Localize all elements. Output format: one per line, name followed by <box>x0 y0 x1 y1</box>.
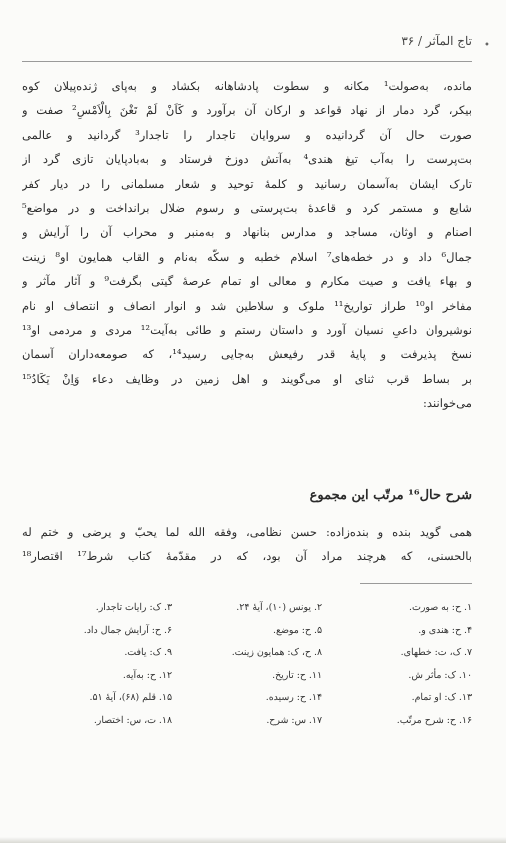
footnote: ۱۴. ح: رسیده. <box>265 692 322 704</box>
section-line: همی گوید بنده و بنده‌زاده: حسن نظامی، وفقه الله لما یحبّ و یرضی و ختم له <box>22 525 472 539</box>
text-line: بت‌پرست را به‌آب تیغ هندی⁴ به‌آتش دوزخ فرستاد و به‌بادپایان تازی گرد از <box>22 152 472 167</box>
text-line: اصنام و اوثان، مساجد و مدارس بنانهاد و به‌منبر و محراب آن را آرایش و <box>22 225 472 240</box>
text-line: صورت حال آن گردانیده و سروایان تاجدار را تاجدار³ گردانید و عالمی <box>22 127 472 142</box>
footnote: ۶. ح: آرایش جمال داد. <box>83 624 172 636</box>
scan-edge <box>0 837 506 843</box>
footnote: ۱۶. ح: شرح مرتّب. <box>396 714 472 726</box>
text-line: می‌خوانند: <box>423 396 472 411</box>
footnote: ۱. ح: به صورت. <box>409 602 472 613</box>
footnote-row <box>22 687 472 710</box>
main-text <box>22 74 472 415</box>
footnote-row <box>22 642 472 665</box>
footnote: ۴. ح: هندی و. <box>418 624 472 636</box>
footnotes <box>22 597 472 733</box>
text-line: بیکر، گرد دمار از نهاد قواعد و ارکان آن برآورد و کَاَنْ لَمْ تَغْنَ بِالْاَمْسِ² صفت و <box>22 103 472 118</box>
section-text <box>22 520 472 569</box>
footnote: ۹. ک: یافت. <box>124 647 172 659</box>
section-line: بالحسنی، که هرچند مراد آن بود، که در مقدّمهٔ کتاب شرط¹⁷ اقتصار¹⁸ <box>22 549 472 564</box>
footnote-rule <box>360 583 472 584</box>
text-line: نسخ پذیرفت و پایهٔ قدر رفیعش به‌جایی رسید¹⁴، که صومعه‌داران آسمان <box>22 347 472 362</box>
footnote: ۱۰. ک: مأثر ش. <box>408 669 472 681</box>
footnote-row <box>22 597 472 620</box>
text-line: شایع و مستمر کرد و قاعدهٔ بت‌پرستی و رسوم ضلال برانداخت و در مواضع⁵ <box>22 200 472 215</box>
footnote: ۸. ح، ک: همایون زینت. <box>231 647 322 659</box>
text-line: بر بساط قرب ثنای او می‌گویند و اهل زمین در وظایف دعاء وَاِنْ یَکَادُ¹⁵ <box>22 371 472 386</box>
text-line: جمال⁶ داد و در خطه‌های⁷ اسلام خطبه و سکّه به‌نام و القاب همایون او⁸ زینت <box>22 249 472 264</box>
running-header <box>22 34 472 48</box>
footnote: ۱۲. ح: به‌آیه. <box>122 669 172 681</box>
footnote-row <box>22 620 472 643</box>
text-line: تارک ایشان به‌آسمان رسانید و کلمهٔ توحید و شعار مسلمانی را در دیار کفر <box>22 176 472 191</box>
footnote: ۵. ح: موضع. <box>273 624 322 636</box>
footnote: ۲. یونس (۱۰)، آیهٔ ۲۴. <box>236 602 322 613</box>
footnote: ۷. ک، ت: خطهای. <box>400 647 472 659</box>
footnote: ۱۸. ت، س: اختصار. <box>93 714 172 726</box>
text-line: و بهاء یافت و صیت مکارم و معالی او تمام عرصهٔ گیتی بگرفت⁹ و آثار مآثر و <box>22 274 472 289</box>
footnote: ۱۷. س: شرح. <box>266 714 322 726</box>
footnote-row <box>22 710 472 733</box>
running-title: تاج المآثر / ۳۶ <box>401 34 472 48</box>
footnote: ۱۵. قلم (۶۸)، آیهٔ ۵۱. <box>89 692 172 704</box>
margin-dot: • <box>484 40 490 51</box>
text-line: مانده، به‌صولت¹ مکانه و سطوت پادشاهانه بکشاد و به‌پای ژنده‌پیلان کوه <box>22 79 472 93</box>
section-heading: شرح حال¹⁶ مرتّب این مجموع <box>309 488 472 503</box>
text-line: مفاخر او¹⁰ طراز تواریخ¹¹ ملوک و سلاطین شد و انوار انصاف و انتصاف او نام <box>22 298 472 313</box>
text-line: نوشیروان داعیِ نسیان آورد و داستان رستم و طائی به‌آیت¹² مردی و مردمی او¹³ <box>22 322 472 337</box>
header-rule <box>22 61 472 62</box>
footnote: ۳. ک: رایات تاجدار. <box>95 602 172 613</box>
footnote: ۱۱. ح: تاریخ. <box>272 669 322 681</box>
footnote: ۱۳. ک: او تمام. <box>411 692 472 704</box>
footnote-row <box>22 665 472 688</box>
